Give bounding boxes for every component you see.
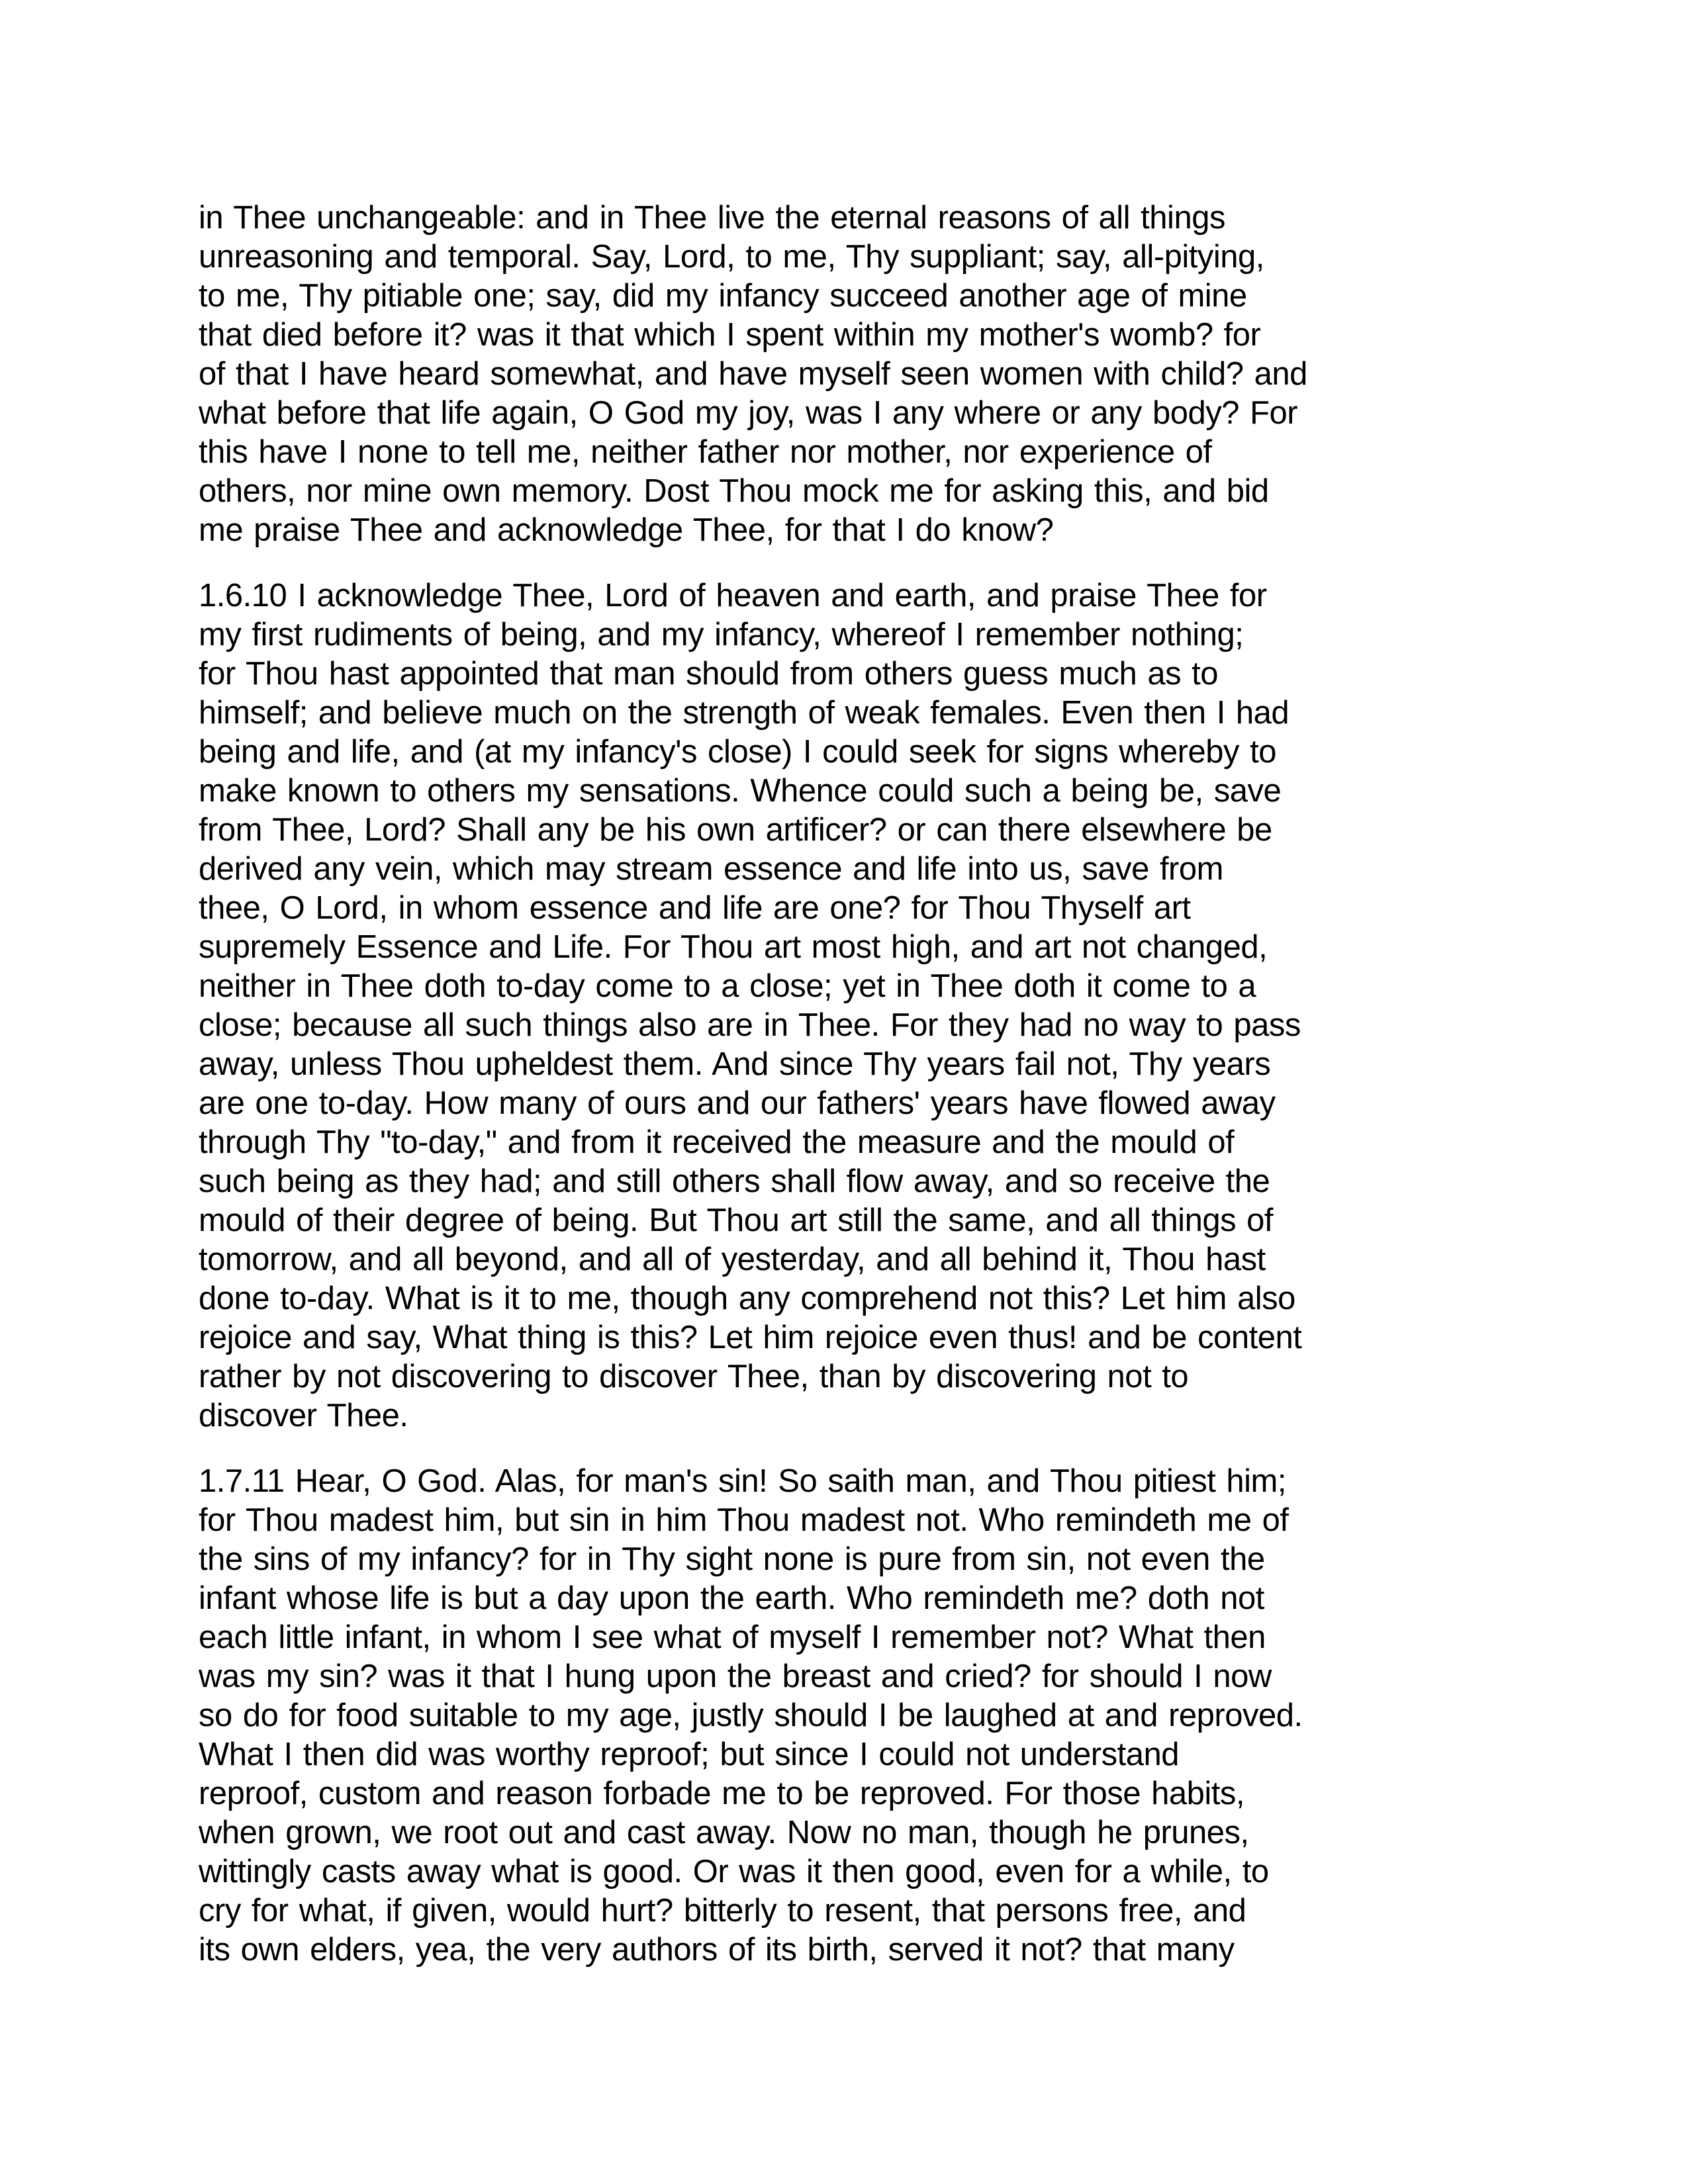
text-line: to me, Thy pitiable one; say, did my infancy succeed another age of mine	[199, 278, 1247, 314]
text-line: rejoice and say, What thing is this? Let him rejoice even thus! and be content	[199, 1320, 1302, 1355]
text-line: unreasoning and temporal. Say, Lord, to me, Thy suppliant; say, all-pitying,	[199, 239, 1264, 275]
text-line: thee, O Lord, in whom essence and life are one? for Thou Thyself art	[199, 890, 1191, 926]
text-line: what before that life again, O God my joy, was I any where or any body? For	[199, 395, 1298, 431]
text-line: 1.7.11 Hear, O God. Alas, for man's sin! So saith man, and Thou pitiest him;	[199, 1463, 1286, 1499]
text-line: its own elders, yea, the very authors of its birth, served it not? that many	[199, 1932, 1235, 1968]
text-line: discover Thee.	[199, 1398, 408, 1433]
text-line: was my sin? was it that I hung upon the breast and cried? for should I now	[199, 1659, 1272, 1694]
text-body	[199, 199, 1509, 1970]
text-line: from Thee, Lord? Shall any be his own artificer? or can there elsewhere be	[199, 812, 1272, 848]
text-line: infant whose life is but a day upon the earth. Who remindeth me? doth not	[199, 1580, 1264, 1616]
text-line: neither in Thee doth to-day come to a close; yet in Thee doth it come to a	[199, 968, 1256, 1004]
text-line: my first rudiments of being, and my infancy, whereof I remember nothing;	[199, 617, 1244, 653]
text-line: are one to-day. How many of ours and our fathers' years have flowed away	[199, 1085, 1276, 1121]
text-line: derived any vein, which may stream essence and life into us, save from	[199, 851, 1223, 887]
paragraph	[199, 576, 1509, 1435]
text-line: through Thy "to-day," and from it received the measure and the mould of	[199, 1124, 1235, 1160]
text-line: of that I have heard somewhat, and have myself seen women with child? and	[199, 356, 1307, 392]
text-line: wittingly casts away what is good. Or was it then good, even for a while, to	[199, 1854, 1269, 1889]
paragraph	[199, 1462, 1509, 1970]
text-line: What I then did was worthy reproof; but since I could not understand	[199, 1737, 1179, 1772]
text-line: being and life, and (at my infancy's close) I could seek for signs whereby to	[199, 734, 1276, 770]
text-line: away, unless Thou upheldest them. And since Thy years fail not, Thy years	[199, 1046, 1271, 1082]
text-line: cry for what, if given, would hurt? bitterly to resent, that persons free, and	[199, 1893, 1246, 1929]
text-line: that died before it? was it that which I spent within my mother's womb? for	[199, 317, 1261, 353]
text-line: mould of their degree of being. But Thou art still the same, and all things of	[199, 1203, 1274, 1238]
text-line: reproof, custom and reason forbade me to be reproved. For those habits,	[199, 1776, 1244, 1811]
text-line: others, nor mine own memory. Dost Thou mock me for asking this, and bid	[199, 473, 1269, 509]
text-line: close; because all such things also are in Thee. For they had no way to pass	[199, 1007, 1301, 1043]
text-line: such being as they had; and still others shall flow away, and so receive the	[199, 1163, 1270, 1199]
text-line: rather by not discovering to discover Thee, than by discovering not to	[199, 1359, 1189, 1394]
text-line: when grown, we root out and cast away. Now no man, though he prunes,	[199, 1815, 1249, 1850]
text-line: me praise Thee and acknowledge Thee, for that I do know?	[199, 512, 1054, 548]
text-line: this have I none to tell me, neither father nor mother, nor experience of	[199, 434, 1212, 470]
text-line: in Thee unchangeable: and in Thee live the eternal reasons of all things	[199, 200, 1225, 236]
text-line: each little infant, in whom I see what of myself I remember not? What then	[199, 1619, 1266, 1655]
text-line: for Thou hast appointed that man should from others guess much as to	[199, 656, 1219, 692]
text-line: 1.6.10 I acknowledge Thee, Lord of heaven and earth, and praise Thee for	[199, 578, 1267, 614]
text-line: tomorrow, and all beyond, and all of yesterday, and all behind it, Thou hast	[199, 1242, 1266, 1277]
text-line: so do for food suitable to my age, justly should I be laughed at and reproved.	[199, 1698, 1303, 1733]
text-line: supremely Essence and Life. For Thou art most high, and art not changed,	[199, 929, 1268, 965]
text-line: make known to others my sensations. Whence could such a being be, save	[199, 773, 1282, 809]
paragraph	[199, 199, 1509, 550]
text-line: for Thou madest him, but sin in him Thou madest not. Who remindeth me of	[199, 1502, 1289, 1538]
text-line: the sins of my infancy? for in Thy sight none is pure from sin, not even the	[199, 1541, 1265, 1577]
text-line: himself; and believe much on the strength of weak females. Even then I had	[199, 695, 1289, 731]
text-line: done to-day. What is it to me, though any comprehend not this? Let him also	[199, 1281, 1295, 1316]
